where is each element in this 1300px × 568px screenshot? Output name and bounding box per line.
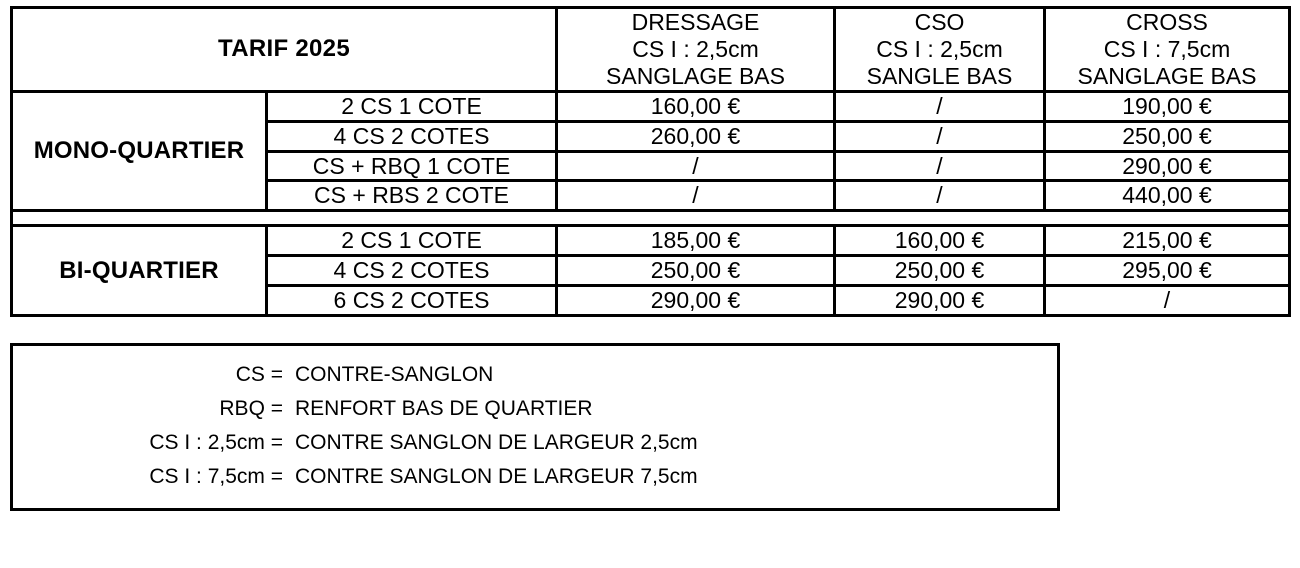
price-cell-cross: 190,00 €	[1045, 91, 1290, 121]
list-item	[13, 392, 698, 426]
price-cell-cso: /	[835, 151, 1045, 181]
legend-table	[13, 358, 698, 494]
column-name: CROSS	[1126, 9, 1208, 35]
list-item	[13, 358, 698, 392]
column-spec-2: SANGLE BAS	[866, 62, 1013, 89]
legend-term: RBQ =	[219, 397, 283, 421]
row-label: 2 CS 1 COTE	[267, 91, 557, 121]
table-row	[12, 91, 1290, 121]
legend-definition: CONTRE-SANGLON	[295, 363, 494, 387]
price-cell-cross: 290,00 €	[1045, 151, 1290, 181]
column-name: DRESSAGE	[631, 9, 760, 35]
column-spec-1: CS I : 2,5cm	[632, 35, 759, 62]
price-cell-cross: 295,00 €	[1045, 256, 1290, 286]
group-label-mono-quartier: MONO-QUARTIER	[12, 91, 267, 211]
price-cell-cso: 290,00 €	[835, 286, 1045, 316]
column-header-cso	[835, 8, 1045, 92]
list-item	[13, 460, 698, 494]
tarif-title-cell	[12, 8, 557, 92]
column-spec-2: SANGLAGE BAS	[1077, 62, 1257, 89]
row-label: 4 CS 2 COTES	[267, 121, 557, 151]
column-header-cross	[1045, 8, 1290, 92]
price-cell-cso: 160,00 €	[835, 226, 1045, 256]
column-header-dressage	[557, 8, 835, 92]
price-cell-dressage: 250,00 €	[557, 256, 835, 286]
price-cell-cross: 215,00 €	[1045, 226, 1290, 256]
column-name: CSO	[914, 9, 965, 35]
column-spec-1: CS I : 7,5cm	[1103, 35, 1231, 62]
row-label: 4 CS 2 COTES	[267, 256, 557, 286]
legend-box	[10, 343, 1060, 511]
legend-definition: RENFORT BAS DE QUARTIER	[295, 397, 593, 421]
price-cell-dressage: 290,00 €	[557, 286, 835, 316]
row-label: CS + RBS 2 COTE	[267, 181, 557, 211]
price-cell-dressage: 160,00 €	[557, 91, 835, 121]
legend-term: CS =	[235, 363, 283, 387]
row-label: CS + RBQ 1 COTE	[267, 151, 557, 181]
price-cell-cross: 250,00 €	[1045, 121, 1290, 151]
price-cell-cross: /	[1045, 286, 1290, 316]
tarif-table	[10, 6, 1291, 317]
group-label-bi-quartier: BI-QUARTIER	[12, 226, 267, 316]
table-row	[12, 226, 1290, 256]
price-cell-cso: 250,00 €	[835, 256, 1045, 286]
legend-definition: CONTRE SANGLON DE LARGEUR 2,5cm	[295, 431, 698, 455]
price-cell-cso: /	[835, 91, 1045, 121]
list-item	[13, 426, 698, 460]
price-cell-dressage: 185,00 €	[557, 226, 835, 256]
column-spec-2: SANGLAGE BAS	[606, 62, 785, 89]
page-title: TARIF 2025	[218, 35, 350, 63]
price-cell-cso: /	[835, 181, 1045, 211]
legend-term: CS I : 2,5cm =	[149, 431, 283, 455]
column-spec-1: CS I : 2,5cm	[876, 35, 1003, 62]
group-separator	[12, 211, 1290, 226]
price-cell-dressage: /	[557, 151, 835, 181]
row-label: 2 CS 1 COTE	[267, 226, 557, 256]
price-cell-dressage: 260,00 €	[557, 121, 835, 151]
legend-term: CS I : 7,5cm =	[149, 465, 283, 489]
legend-definition: CONTRE SANGLON DE LARGEUR 7,5cm	[295, 465, 698, 489]
price-cell-cso: /	[835, 121, 1045, 151]
row-label: 6 CS 2 COTES	[267, 286, 557, 316]
price-cell-dressage: /	[557, 181, 835, 211]
price-cell-cross: 440,00 €	[1045, 181, 1290, 211]
table-header-row	[12, 8, 1290, 92]
